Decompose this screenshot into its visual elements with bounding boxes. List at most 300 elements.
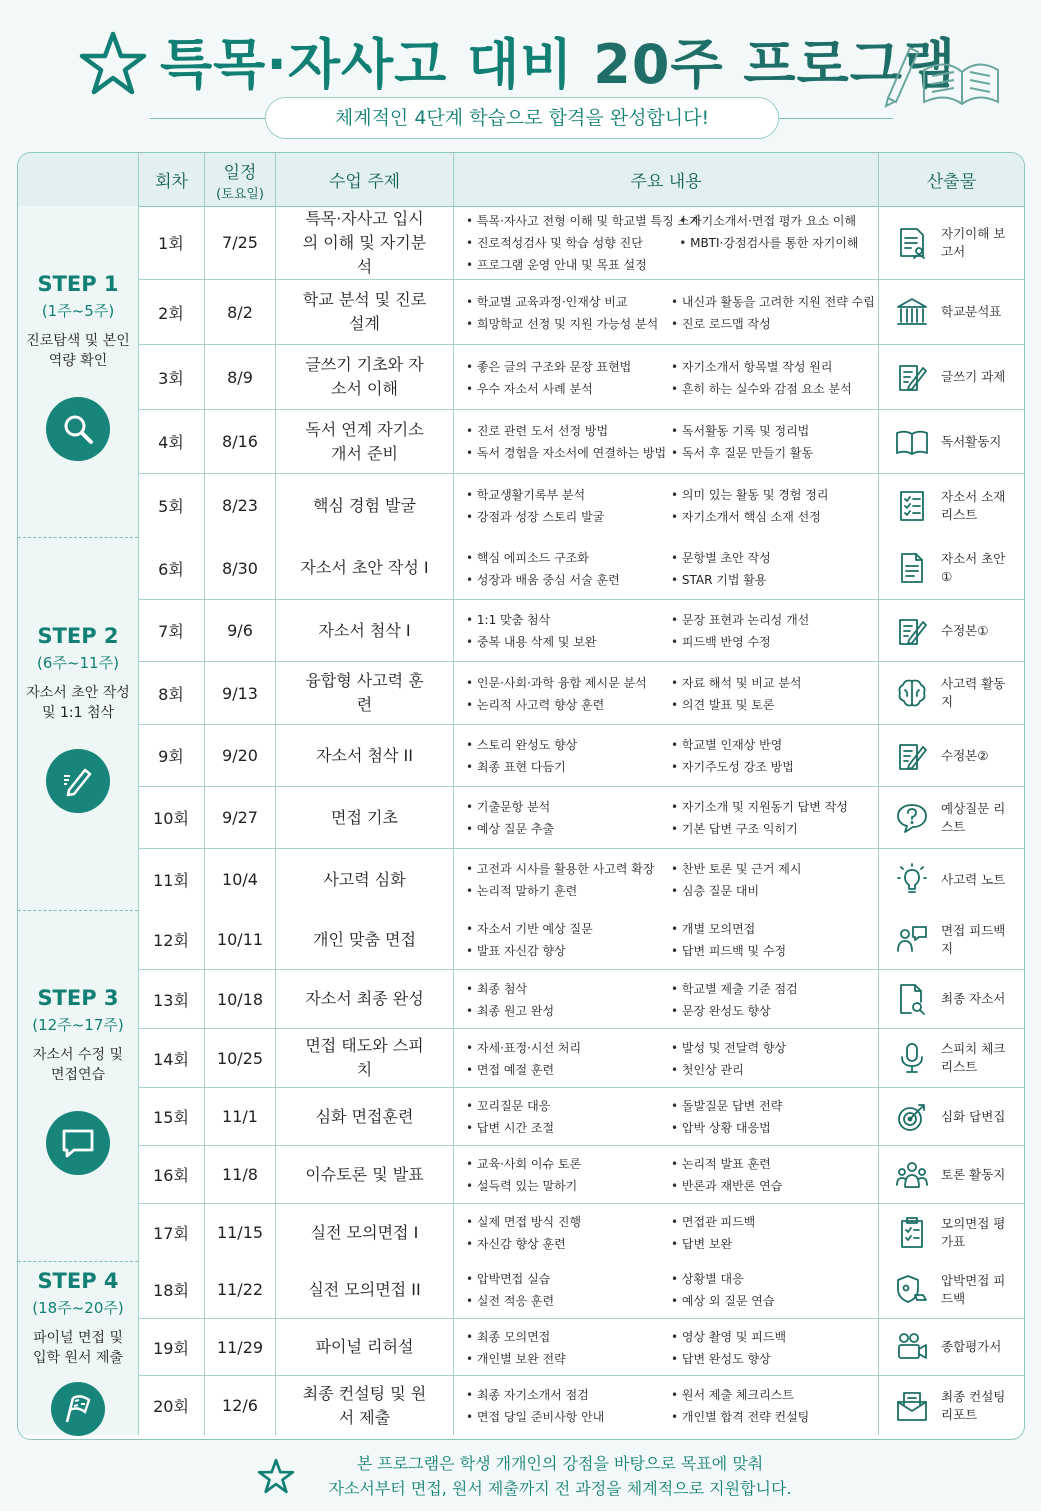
content-item: • 자료 해석 및 비교 분석 — [671, 674, 876, 691]
header-output — [878, 153, 1024, 206]
session-topic-label: 독서 연계 자기소개서 준비 — [305, 419, 424, 463]
session-topic-label: 핵심 경험 발굴 — [313, 495, 416, 515]
content-item: • 최종 원고 완성 — [466, 1002, 671, 1019]
content-item: • 내신과 활동을 고려한 지원 전략 수립 — [671, 293, 876, 310]
output-label: 수정본① — [941, 622, 989, 638]
content-item: • 의견 발표 및 토론 — [671, 696, 876, 713]
session-number-label: 6회 — [158, 559, 184, 579]
session-date — [204, 345, 275, 409]
table-row — [138, 279, 1024, 344]
content-item: • 자기소개 및 지원동기 답변 작성 — [671, 798, 876, 815]
session-date-label: 8/30 — [222, 558, 258, 578]
session-content — [453, 1146, 878, 1203]
content-item: • 핵심 에피소드 구조화 — [466, 549, 671, 566]
session-output — [878, 970, 1024, 1028]
session-topic — [275, 1376, 453, 1435]
table-row — [138, 848, 1024, 910]
output-label: 예상질문 리스트 — [941, 800, 1006, 834]
content-item: • 학교생활기록부 분석 — [466, 486, 671, 503]
content-item: • 자기소개서·면접 평가 요소 이해 — [679, 212, 876, 229]
header-date-label: 일정 — [223, 162, 257, 183]
session-number — [138, 849, 204, 910]
session-date — [204, 474, 275, 537]
header-date-sub: (토요일) — [216, 186, 264, 202]
session-output — [878, 849, 1024, 910]
content-item: • MBTI·강점검사를 통한 자기이해 — [679, 234, 876, 251]
session-date — [204, 1261, 275, 1318]
content-item: • 희망학교 선정 및 지원 가능성 분석 — [466, 315, 671, 332]
content-item: • 반론과 재반론 연습 — [671, 1177, 876, 1194]
session-date — [204, 1319, 275, 1375]
report-icon — [895, 226, 929, 260]
session-date-label: 8/9 — [227, 367, 253, 387]
output-label: 독서활동지 — [941, 433, 1002, 449]
session-date — [204, 725, 275, 786]
session-topic — [275, 725, 453, 786]
session-date-label: 10/25 — [216, 1048, 264, 1068]
session-number — [138, 787, 204, 848]
content-item: • 독서 경험을 자소서에 연결하는 방법 — [466, 444, 671, 461]
session-date-label: 10/11 — [216, 930, 264, 949]
step-title: STEP 1 — [37, 271, 119, 296]
session-topic — [275, 345, 453, 409]
session-content — [453, 600, 878, 661]
session-topic-label: 파이널 리허설 — [315, 1337, 414, 1356]
session-topic-label: 사고력 심화 — [323, 869, 406, 889]
content-item: • 면접 예절 훈련 — [466, 1061, 671, 1078]
bulb-icon — [895, 863, 929, 897]
doc-search-icon — [895, 982, 929, 1016]
session-number-label: 16회 — [153, 1166, 189, 1185]
table-row — [138, 1203, 1024, 1261]
session-output — [878, 1319, 1024, 1375]
table-row — [138, 1028, 1024, 1087]
title-main: 특목·자사고 대비 — [160, 33, 594, 96]
session-content — [453, 280, 878, 344]
session-topic — [275, 970, 453, 1028]
session-topic — [275, 280, 453, 344]
session-output — [878, 1376, 1024, 1435]
session-output — [878, 345, 1024, 409]
divider-left — [150, 118, 266, 119]
session-content — [453, 1261, 878, 1318]
session-content — [453, 910, 878, 969]
session-date-label: 9/27 — [222, 808, 258, 827]
session-output — [878, 1204, 1024, 1261]
content-item: • 진로적성검사 및 학습 성향 진단 — [466, 234, 679, 251]
session-date-label: 11/15 — [216, 1223, 264, 1242]
session-number-label: 11회 — [153, 871, 189, 890]
step-weeks: (1주~5주) — [41, 301, 115, 320]
content-item: • 논리적 사고력 향상 훈련 — [466, 696, 671, 713]
content-item: • 교육·사회 이슈 토론 — [466, 1155, 671, 1172]
session-output — [878, 1261, 1024, 1318]
footer-line-2: 자소서부터 면접, 원서 제출까지 전 과정을 체계적으로 지원합니다. — [328, 1479, 792, 1498]
step-weeks: (12주~17주) — [32, 1015, 124, 1034]
output-label: 심화 답변집 — [941, 1108, 1006, 1124]
content-item: • 강점과 성장 스토리 발굴 — [466, 508, 671, 525]
session-number-label: 19회 — [153, 1338, 189, 1358]
session-date — [204, 1088, 275, 1145]
star-icon — [257, 1458, 295, 1494]
table-row — [138, 1145, 1024, 1203]
session-topic-label: 개인 맞춤 면접 — [313, 929, 416, 949]
session-output — [878, 787, 1024, 848]
header-date — [204, 153, 275, 206]
session-topic-label: 면접 기초 — [331, 807, 398, 827]
output-label: 학교분석표 — [941, 304, 1002, 319]
content-item: • 면접관 피드백 — [671, 1213, 876, 1230]
content-item: • 꼬리질문 대응 — [466, 1097, 671, 1114]
page-title — [160, 22, 957, 99]
content-item: • 학교별 제출 기준 점검 — [671, 980, 876, 997]
session-output — [878, 280, 1024, 344]
table-row — [138, 409, 1024, 473]
content-item: • 실전 적응 훈련 — [466, 1292, 671, 1309]
session-content — [453, 206, 878, 279]
session-number — [138, 662, 204, 724]
session-topic — [275, 787, 453, 848]
session-number-label: 9회 — [158, 747, 184, 766]
session-date — [204, 910, 275, 969]
session-topic-label: 면접 태도와 스피치 — [305, 1036, 424, 1079]
output-label: 자소서 초안① — [941, 551, 1006, 584]
pencil-book-icon — [880, 40, 1000, 110]
session-date — [204, 1204, 275, 1261]
session-content — [453, 970, 878, 1028]
session-topic — [275, 1319, 453, 1375]
session-topic-label: 심화 면접훈련 — [315, 1106, 414, 1126]
content-item: • 실제 면접 방식 진행 — [466, 1213, 671, 1230]
session-date — [204, 1376, 275, 1435]
content-item: • 피드백 반영 수정 — [671, 633, 876, 650]
session-topic — [275, 600, 453, 661]
session-output — [878, 910, 1024, 969]
session-topic-label: 자소서 첨삭 II — [316, 745, 413, 765]
session-content — [453, 1029, 878, 1087]
step-weeks: (6주~11주) — [37, 653, 119, 672]
session-date-label: 10/18 — [216, 989, 264, 1009]
footer-text — [300, 1451, 820, 1501]
content-item: • 기본 답변 구조 익히기 — [671, 820, 876, 837]
content-item: • 발성 및 전달력 향상 — [671, 1039, 876, 1056]
content-item: • 면접 당일 준비사항 안내 — [466, 1408, 671, 1425]
session-date — [204, 849, 275, 910]
session-date-label: 11/1 — [222, 1107, 258, 1126]
pencil-icon — [46, 749, 110, 813]
session-number — [138, 474, 204, 537]
footer — [0, 1445, 1041, 1511]
divider-right — [777, 118, 893, 119]
session-output — [878, 537, 1024, 599]
session-topic — [275, 1146, 453, 1203]
session-date-label: 12/6 — [222, 1396, 258, 1415]
session-number-label: 12회 — [153, 931, 189, 950]
session-content — [453, 474, 878, 537]
session-date-label: 9/13 — [222, 683, 258, 703]
session-number-label: 20회 — [153, 1397, 189, 1416]
content-item: • 설득력 있는 말하기 — [466, 1177, 671, 1194]
session-topic — [275, 849, 453, 910]
output-label: 글쓰기 과제 — [941, 369, 1006, 384]
output-label: 수정본② — [941, 747, 989, 763]
header-no — [138, 153, 204, 206]
session-number-label: 18회 — [153, 1281, 189, 1300]
step-weeks: (18주~20주) — [32, 1299, 124, 1317]
step-divider — [18, 1261, 138, 1262]
session-number — [138, 410, 204, 473]
session-date-label: 7/25 — [222, 233, 258, 252]
session-number — [138, 1204, 204, 1261]
session-date — [204, 787, 275, 848]
content-item: • 압박 상황 대응법 — [671, 1119, 876, 1136]
content-item: • 성장과 배움 중심 서술 훈련 — [466, 571, 671, 588]
session-number — [138, 1146, 204, 1203]
session-date-label: 9/20 — [222, 746, 258, 765]
session-date-label: 11/8 — [222, 1165, 258, 1184]
table-row — [138, 910, 1024, 969]
table-row — [138, 344, 1024, 409]
content-item: • 독서활동 기록 및 정리법 — [671, 422, 876, 439]
content-item: • 문장 표현과 논리성 개선 — [671, 611, 876, 628]
video-icon — [895, 1330, 929, 1364]
table-row — [138, 1261, 1024, 1318]
session-number — [138, 1319, 204, 1375]
content-item: • 찬반 토론 및 근거 제시 — [671, 860, 876, 877]
table-row — [138, 537, 1024, 599]
edit-icon — [895, 739, 929, 773]
edit-icon — [895, 614, 929, 648]
content-item: • 자기소개서 항목별 작성 원리 — [671, 358, 876, 375]
shield-icon — [895, 1273, 929, 1307]
book-icon — [895, 425, 929, 459]
session-output — [878, 1088, 1024, 1145]
page-header — [0, 0, 1041, 150]
edit-icon — [895, 360, 929, 394]
chat-icon — [46, 1111, 110, 1175]
output-label: 최종 자소서 — [941, 991, 1006, 1006]
step-4 — [18, 1261, 138, 1435]
content-item: • 흔히 하는 실수와 감점 요소 분석 — [671, 380, 876, 397]
interview-icon — [895, 923, 929, 957]
session-date — [204, 970, 275, 1028]
session-content — [453, 787, 878, 848]
content-item: • 우수 자소서 사례 분석 — [466, 380, 671, 397]
session-topic-label: 자소서 첨삭 I — [318, 620, 411, 640]
header-content — [453, 153, 878, 206]
session-date — [204, 600, 275, 661]
session-output — [878, 725, 1024, 786]
content-item: • 프로그램 운영 안내 및 목표 설정 — [466, 256, 876, 273]
document-icon — [895, 551, 929, 585]
list-icon — [895, 489, 929, 523]
session-output — [878, 1029, 1024, 1087]
content-item: • 발표 자신감 향상 — [466, 942, 671, 959]
content-item: • 최종 모의면접 — [466, 1328, 671, 1345]
session-number — [138, 345, 204, 409]
session-topic-label: 실전 모의면접 II — [308, 1279, 421, 1299]
schedule-table — [17, 152, 1025, 1440]
content-item: • 문장 완성도 향상 — [671, 1002, 876, 1019]
output-label: 면접 피드백지 — [941, 922, 1006, 956]
session-number-label: 5회 — [158, 497, 184, 516]
content-item: • 돌발질문 답변 전략 — [671, 1097, 876, 1114]
session-output — [878, 600, 1024, 661]
step-1 — [18, 206, 138, 537]
session-date-label: 8/23 — [222, 496, 258, 515]
session-number — [138, 1029, 204, 1087]
table-header — [18, 153, 1024, 207]
table-row — [138, 206, 1024, 279]
table-row — [138, 1087, 1024, 1145]
session-topic-label: 실전 모의면접 I — [310, 1222, 419, 1242]
session-content — [453, 1376, 878, 1435]
session-number — [138, 1261, 204, 1318]
session-topic-label: 자소서 초안 작성 I — [300, 558, 429, 577]
session-content — [453, 662, 878, 724]
session-topic — [275, 1204, 453, 1261]
header-step — [18, 153, 138, 206]
session-number-label: 14회 — [153, 1049, 189, 1069]
table-row — [138, 724, 1024, 786]
header-no-label: 회차 — [155, 172, 188, 192]
output-label: 종합평가서 — [941, 1339, 1002, 1354]
content-item: • 자신감 향상 훈련 — [466, 1235, 671, 1252]
star-icon — [78, 30, 148, 96]
step-3 — [18, 910, 138, 1261]
content-item: • 답변 보완 — [671, 1235, 876, 1252]
session-topic — [275, 206, 453, 279]
session-output — [878, 474, 1024, 537]
session-number — [138, 537, 204, 599]
step-2 — [18, 537, 138, 910]
content-item: • 예상 외 질문 연습 — [671, 1292, 876, 1309]
session-topic-label: 학교 분석 및 진로 설계 — [302, 290, 427, 333]
header-topic-label: 수업 주제 — [328, 172, 401, 192]
session-topic — [275, 1029, 453, 1087]
content-item: • 최종 자기소개서 점검 — [466, 1386, 671, 1403]
content-item: • 1:1 맞춤 첨삭 — [466, 611, 671, 628]
session-date-label: 11/29 — [216, 1337, 264, 1357]
session-topic — [275, 1261, 453, 1318]
header-output-label: 산출물 — [926, 172, 977, 192]
content-item: • 개별 모의면접 — [671, 920, 876, 937]
session-topic-label: 특목·자사고 입시의 이해 및 자기분석 — [302, 208, 427, 276]
content-item: • 의미 있는 활동 및 경험 정리 — [671, 486, 876, 503]
session-content — [453, 1088, 878, 1145]
content-item: • 자소서 기반 예상 질문 — [466, 920, 671, 937]
session-number-label: 13회 — [153, 990, 189, 1010]
clipboard-icon — [895, 1216, 929, 1250]
session-number — [138, 206, 204, 279]
question-icon — [895, 801, 929, 835]
output-label: 최종 컨설팅 리포트 — [941, 1388, 1006, 1422]
envelope-icon — [895, 1389, 929, 1423]
content-item: • 독서 후 질문 만들기 활동 — [671, 444, 876, 461]
content-item: • 진로 로드맵 작성 — [671, 315, 876, 332]
session-topic-label: 최종 컨설팅 및 원서 제출 — [302, 1383, 427, 1427]
session-number — [138, 1088, 204, 1145]
mic-icon — [895, 1041, 929, 1075]
session-number-label: 2회 — [158, 303, 184, 323]
content-item: • 답변 완성도 향상 — [671, 1350, 876, 1367]
session-topic — [275, 410, 453, 473]
table-row — [138, 661, 1024, 724]
session-topic-label: 글쓰기 기초와 자소서 이해 — [305, 355, 424, 398]
output-label: 압박면접 피드백 — [941, 1272, 1006, 1306]
table-row — [138, 969, 1024, 1028]
session-date-label: 11/22 — [216, 1280, 264, 1299]
table-row — [138, 1375, 1024, 1435]
title-program: 20주 프로그램 — [593, 33, 957, 96]
content-item: • 답변 시간 조절 — [466, 1119, 671, 1136]
step-title: STEP 4 — [37, 1269, 119, 1293]
content-item: • 자기소개서 핵심 소재 선정 — [671, 508, 876, 525]
content-item: • 좋은 글의 구조와 문장 표현법 — [466, 358, 671, 375]
session-content — [453, 849, 878, 910]
step-title: STEP 3 — [37, 985, 119, 1010]
session-topic-label: 자소서 최종 완성 — [305, 989, 424, 1008]
output-label: 자기이해 보고서 — [941, 225, 1006, 259]
step-description: 파이널 면접 및 입학 원서 제출 — [32, 1330, 124, 1366]
content-item: • 고전과 시사를 활용한 사고력 확장 — [466, 860, 671, 877]
content-item: • 논리적 발표 훈련 — [671, 1155, 876, 1172]
session-date-label: 8/2 — [227, 302, 253, 322]
content-item: • 영상 촬영 및 피드백 — [671, 1328, 876, 1345]
step-title: STEP 2 — [37, 623, 119, 648]
session-number-label: 8회 — [158, 684, 184, 704]
content-item: • 원서 제출 체크리스트 — [671, 1386, 876, 1403]
output-label: 사고력 활동지 — [941, 676, 1006, 709]
session-number-label: 7회 — [158, 622, 184, 641]
session-topic-label: 융합형 사고력 훈련 — [305, 671, 424, 714]
search-icon — [46, 397, 110, 461]
header-content-label: 주요 내용 — [630, 172, 702, 192]
content-item: • 개인별 보완 전략 — [466, 1350, 671, 1367]
session-number-label: 17회 — [153, 1224, 189, 1243]
session-content — [453, 345, 878, 409]
output-label: 스피치 체크리스트 — [941, 1041, 1006, 1074]
session-content — [453, 1319, 878, 1375]
content-item: • 인문·사회·과학 융합 제시문 분석 — [466, 674, 671, 691]
output-label: 자소서 소재 리스트 — [941, 488, 1006, 522]
session-date-label: 9/6 — [227, 621, 253, 640]
content-item: • 특목·자사고 전형 이해 및 학교별 특징 소개 — [466, 212, 679, 229]
content-item: • 문항별 초안 작성 — [671, 549, 876, 566]
table-row — [138, 473, 1024, 537]
footer-line-1: 본 프로그램은 학생 개개인의 강점을 바탕으로 목표에 맞춰 — [356, 1454, 764, 1473]
session-number-label: 4회 — [158, 433, 184, 452]
content-item: • 답변 피드백 및 수정 — [671, 942, 876, 959]
session-topic — [275, 474, 453, 537]
content-item: • 상황별 대응 — [671, 1270, 876, 1287]
content-item: • 예상 질문 추출 — [466, 820, 671, 837]
content-item: • 스토리 완성도 향상 — [466, 736, 671, 753]
content-item: • 논리적 말하기 훈련 — [466, 882, 671, 899]
session-content — [453, 410, 878, 473]
content-item: • 압박면접 실습 — [466, 1270, 671, 1287]
session-output — [878, 206, 1024, 279]
session-number-label: 10회 — [153, 809, 189, 828]
session-output — [878, 1146, 1024, 1203]
session-output — [878, 410, 1024, 473]
session-number — [138, 970, 204, 1028]
session-date — [204, 1029, 275, 1087]
session-number — [138, 1376, 204, 1435]
session-topic — [275, 1088, 453, 1145]
content-item: • 최종 첨삭 — [466, 980, 671, 997]
session-date — [204, 662, 275, 724]
